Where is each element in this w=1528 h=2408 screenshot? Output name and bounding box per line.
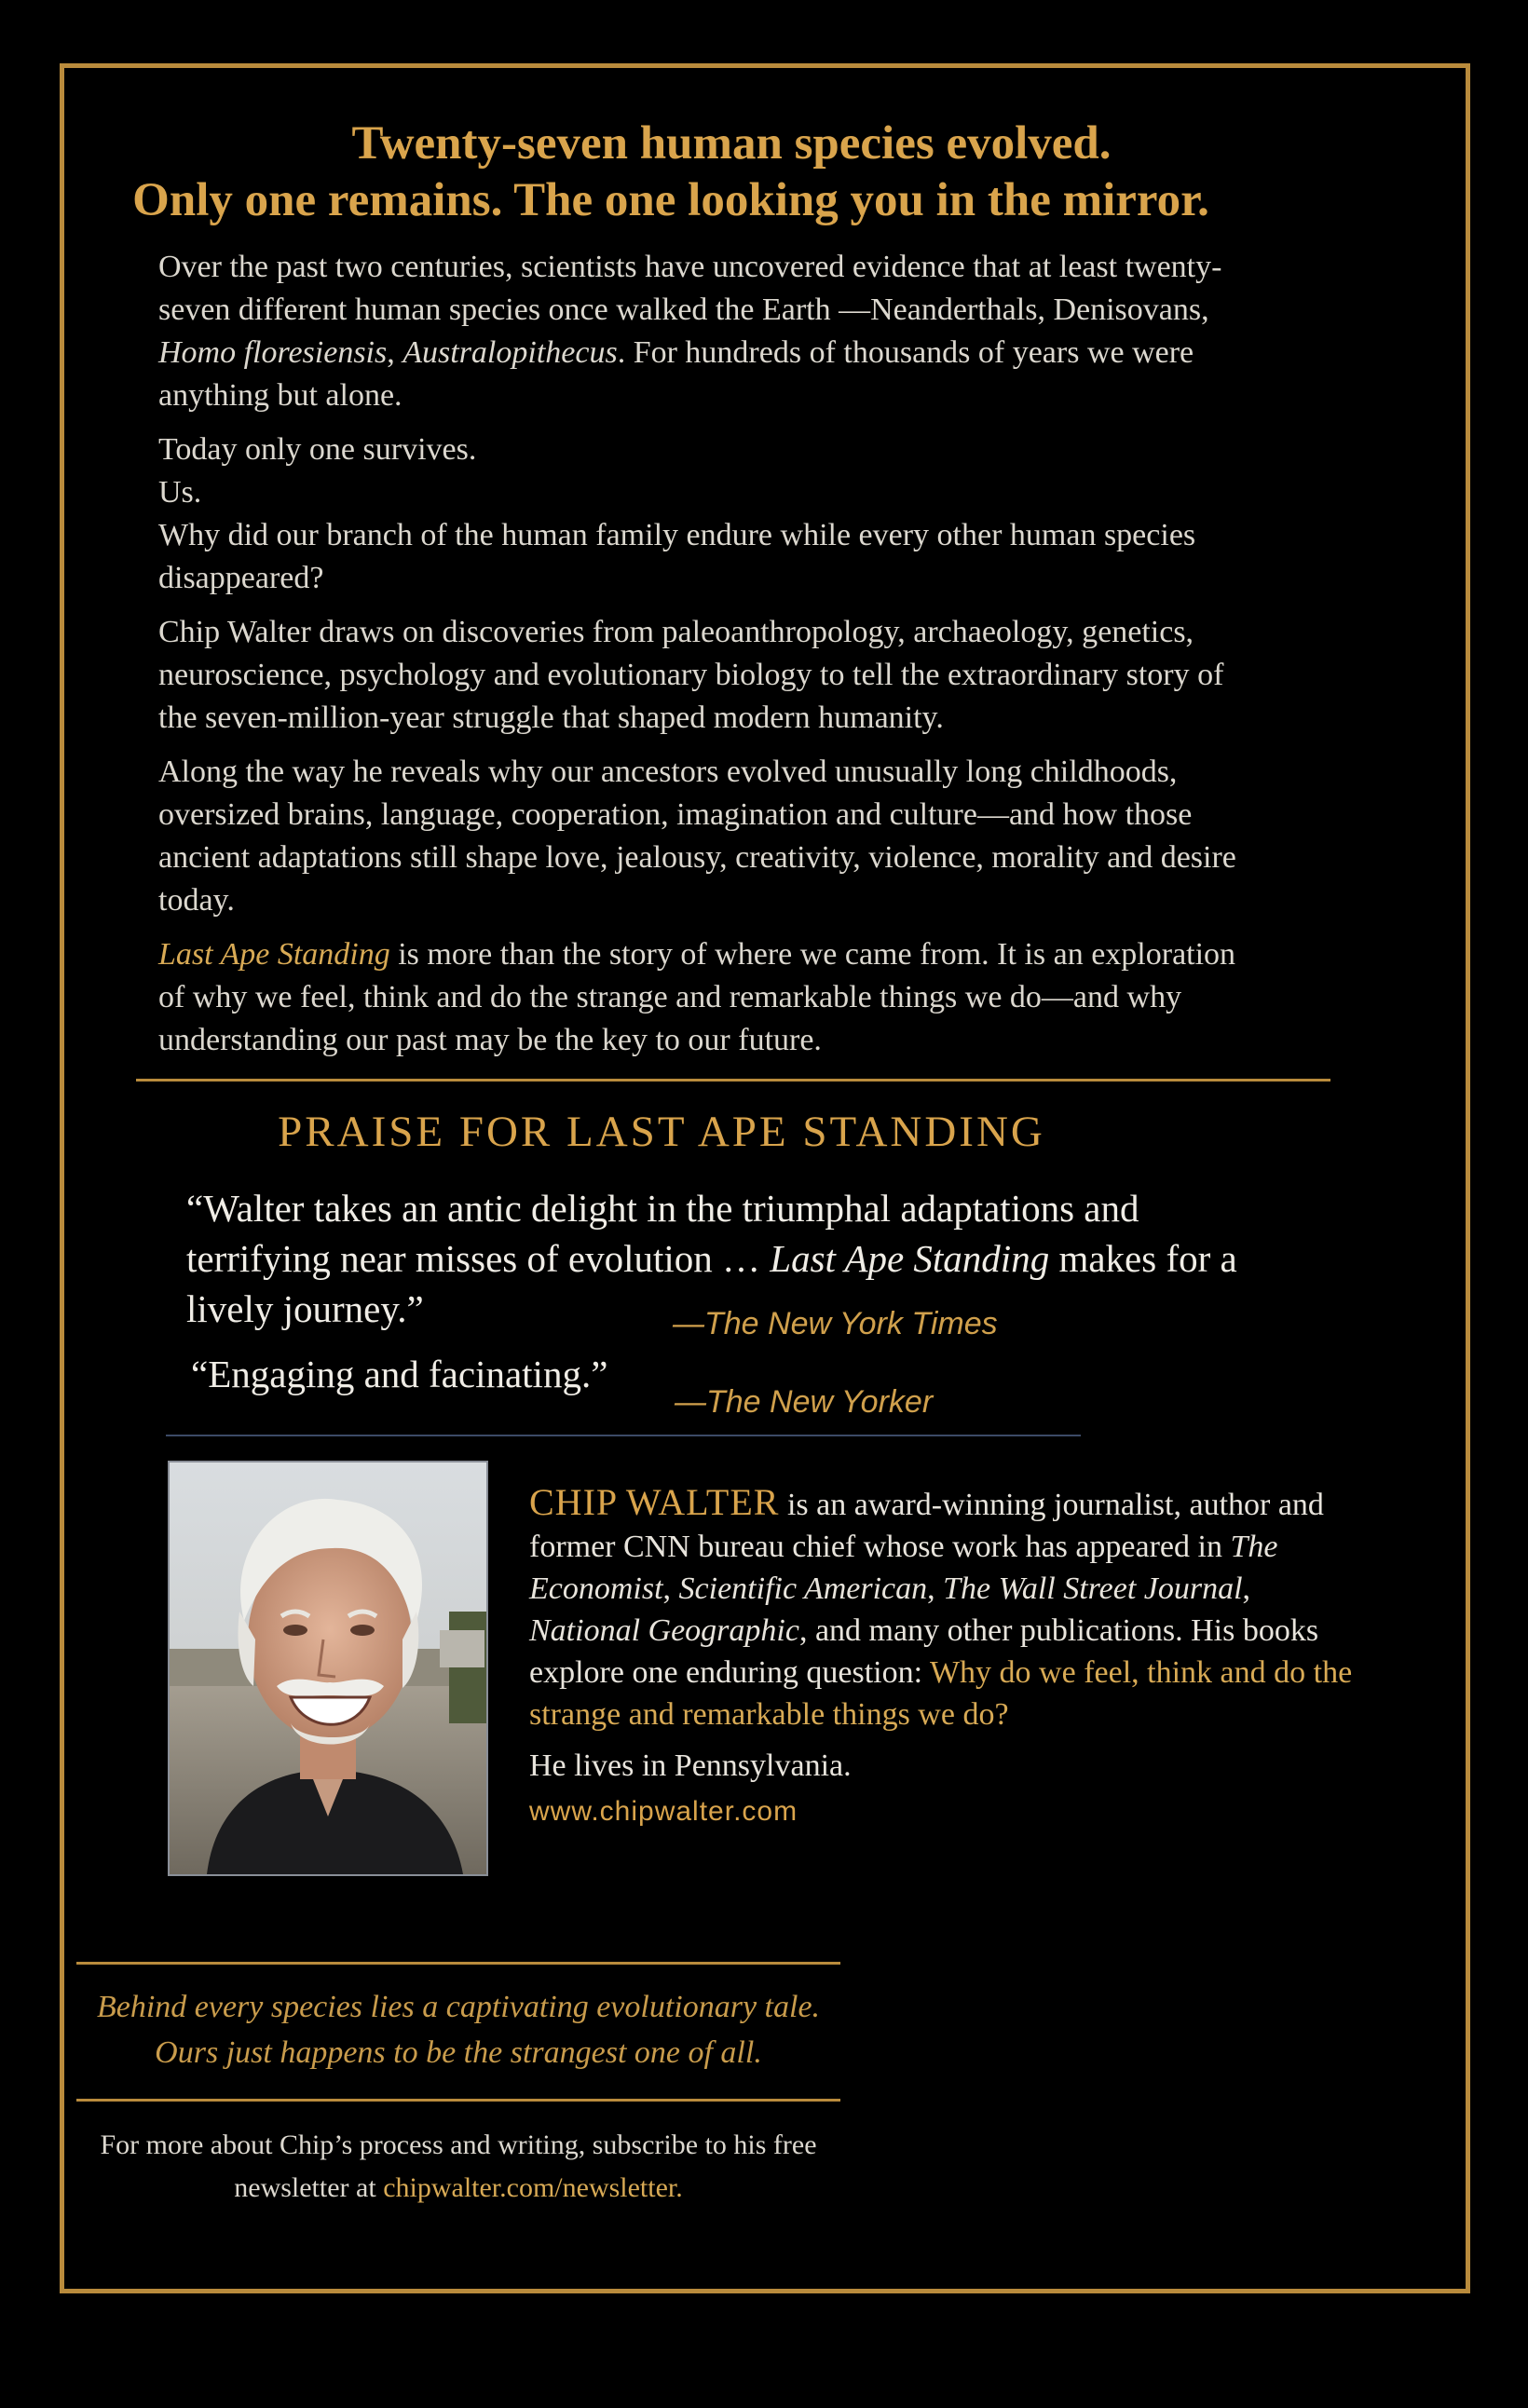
author-name: CHIP WALTER bbox=[529, 1481, 780, 1523]
bio-question: Why do we feel, think and do the strange and remarkable things we do? bbox=[529, 1655, 1353, 1732]
bio-paragraph: CHIP WALTER is an award-winning journalist, author and former CNN bureau chief whose work has appeared in The Economist, Scientific American, The Wall Street Journal, National Geographic, and many other publications. His books explore one enduring question: Why do we feel, think and do the strange and remarkable things we do? bbox=[529, 1481, 1353, 1732]
blurb-paragraph-5: Chip Walter draws on discoveries from paleoanthropology, archaeology, genetics, neuroscience, psychology and evolutionary biology to tell the extraordinary story of the seven-million-year struggle that shaped modern humanity. bbox=[158, 615, 1224, 735]
newsletter-link[interactable]: chipwalter.com/newsletter. bbox=[383, 2172, 683, 2203]
review-quote-1: “Walter takes an antic delight in the triumphal adaptations and terrifying near misses of evolution … Last Ape Standing makes for a lively journey.” bbox=[186, 1187, 1237, 1330]
blurb-paragraph-4: Why did our branch of the human family endure while every other human species disappeared? bbox=[158, 518, 1196, 595]
blurb-paragraph-6: Along the way he reveals why our ancestors evolved unusually long childhoods, oversized brains, language, cooperation, imagination and culture—and how those ancient adaptations still shape love, jealousy, creativity, violence, morality and desire today. bbox=[158, 755, 1236, 918]
headline-line-2: Only one remains. The one looking you in the mirror. bbox=[132, 174, 1209, 226]
tagline-line-1: Behind every species lies a captivating evolutionary tale. bbox=[96, 1990, 821, 2024]
divider bbox=[76, 2099, 840, 2102]
book-title: Last Ape Standing bbox=[158, 937, 390, 972]
praise-heading: PRAISE FOR LAST APE STANDING bbox=[278, 1108, 1045, 1156]
headline-line-1: Twenty-seven human species evolved. bbox=[351, 117, 1112, 170]
tagline-line-2: Ours just happens to be the strangest one of all. bbox=[155, 2035, 762, 2070]
review-source-2: —The New Yorker bbox=[675, 1384, 934, 1420]
blurb-paragraph-7: Last Ape Standing is more than the story of where we came from. It is an exploration of why we feel, think and do the strange and remarkable things we do—and why understanding our past may be the key to our future. bbox=[158, 937, 1236, 1057]
divider bbox=[76, 1962, 840, 1965]
blurb-paragraph-2: Today only one survives. bbox=[158, 432, 477, 467]
book-description bbox=[158, 246, 1258, 1073]
author-website-link[interactable]: www.chipwalter.com bbox=[529, 1796, 798, 1827]
tagline bbox=[76, 1984, 840, 2075]
review-source-1: —The New York Times bbox=[673, 1306, 998, 1341]
blurb-paragraph-1: Over the past two centuries, scientists have uncovered evidence that at least twenty-seven different human species once walked the Earth —Neanderthals, Denisovans, Homo floresiensis, Australopithecus. For hundreds of thousands of years we were anything but alone. bbox=[158, 250, 1222, 413]
author-bio bbox=[529, 1481, 1368, 1832]
newsletter-note: For more about Chip’s process and writing, subscribe to his free newsletter at chipwalter.com/newsletter. bbox=[100, 2129, 817, 2203]
author-residence: He lives in Pennsylvania. bbox=[529, 1748, 852, 1783]
blurb-paragraph-3: Us. bbox=[158, 475, 202, 510]
author-photo bbox=[168, 1461, 488, 1876]
headline bbox=[112, 116, 1342, 229]
divider bbox=[166, 1435, 1081, 1436]
divider bbox=[136, 1079, 1330, 1082]
review-quote-2: “Engaging and facinating.” bbox=[191, 1353, 608, 1395]
